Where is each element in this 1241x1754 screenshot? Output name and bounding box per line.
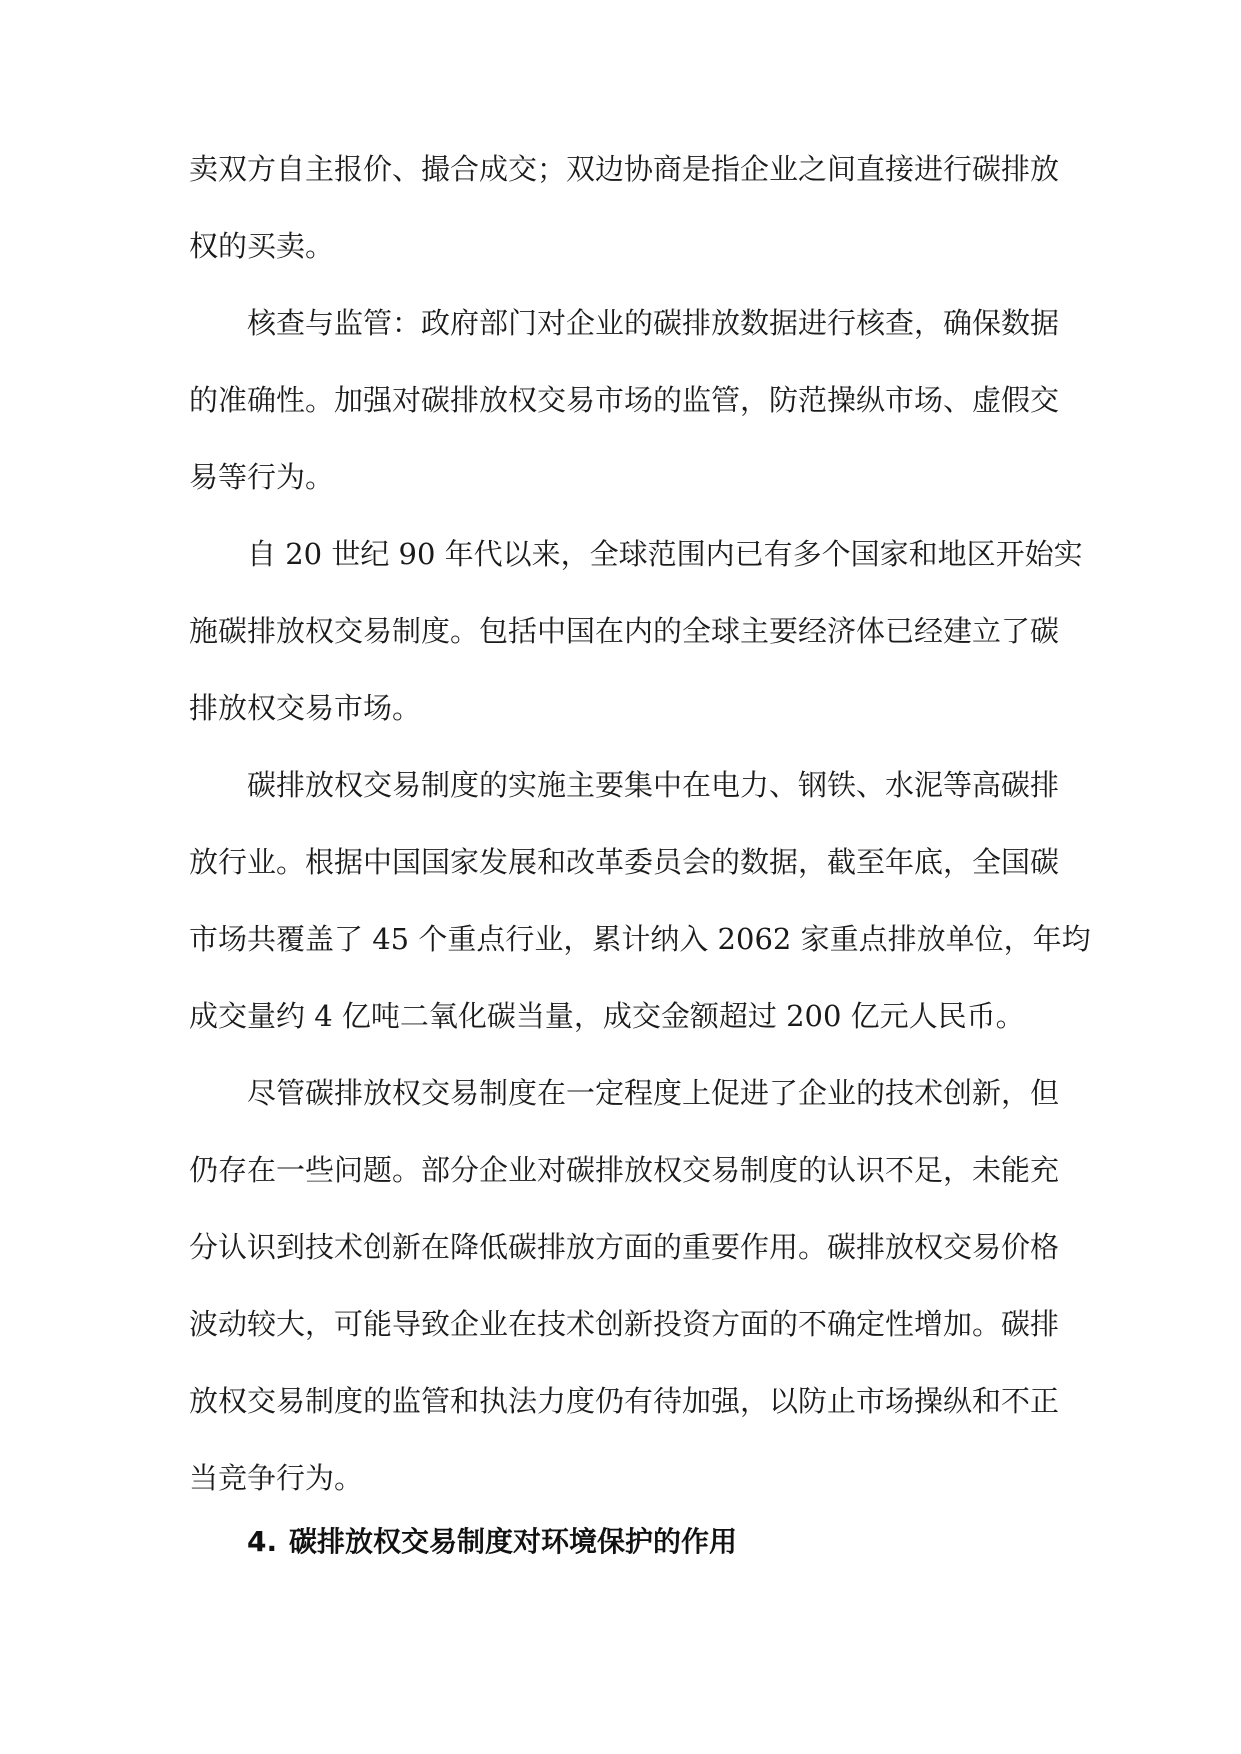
text-line: 卖双方自主报价、撮合成交；双边协商是指企业之间直接进行碳排放 bbox=[189, 152, 1060, 186]
text-line: 易等行为。 bbox=[189, 460, 335, 494]
paragraph-implementation bbox=[189, 747, 1091, 1055]
body-text bbox=[189, 131, 1091, 1517]
text-line: 排放权交易市场。 bbox=[189, 691, 422, 725]
text-line: 成交量约 4 亿吨二氧化碳当量，成交金额超过 200 亿元人民币。 bbox=[189, 999, 1025, 1033]
text-line: 放行业。根据中国国家发展和改革委员会的数据，截至年底，全国碳 bbox=[189, 845, 1060, 879]
paragraph-verification bbox=[189, 285, 1060, 516]
text-line: 碳排放权交易制度的实施主要集中在电力、钢铁、水泥等高碳排 bbox=[247, 768, 1060, 802]
text-line: 核查与监管：政府部门对企业的碳排放数据进行核查，确保数据 bbox=[247, 306, 1060, 340]
section-number: 4. bbox=[247, 1525, 278, 1558]
paragraph-history bbox=[189, 516, 1083, 747]
text-line: 施碳排放权交易制度。包括中国在内的全球主要经济体已经建立了碳 bbox=[189, 614, 1060, 648]
text-line: 仍存在一些问题。部分企业对碳排放权交易制度的认识不足，未能充 bbox=[189, 1153, 1060, 1187]
section-heading bbox=[247, 1522, 1047, 1562]
text-line: 波动较大，可能导致企业在技术创新投资方面的不确定性增加。碳排 bbox=[189, 1307, 1060, 1341]
text-line: 自 20 世纪 90 年代以来，全球范围内已有多个国家和地区开始实 bbox=[247, 537, 1083, 571]
text-line: 市场共覆盖了 45 个重点行业，累计纳入 2062 家重点排放单位，年均 bbox=[189, 922, 1091, 956]
text-line: 分认识到技术创新在降低碳排放方面的重要作用。碳排放权交易价格 bbox=[189, 1230, 1060, 1264]
text-line: 的准确性。加强对碳排放权交易市场的监管，防范操纵市场、虚假交 bbox=[189, 383, 1060, 417]
text-line: 尽管碳排放权交易制度在一定程度上促进了企业的技术创新，但 bbox=[247, 1076, 1060, 1110]
paragraph-problems bbox=[189, 1055, 1060, 1517]
section-title: 碳排放权交易制度对环境保护的作用 bbox=[289, 1525, 738, 1558]
text-line: 放权交易制度的监管和执法力度仍有待加强，以防止市场操纵和不正 bbox=[189, 1384, 1060, 1418]
paragraph-trading-methods bbox=[189, 131, 1060, 285]
text-line: 权的买卖。 bbox=[189, 229, 335, 263]
text-line: 当竞争行为。 bbox=[189, 1461, 364, 1495]
